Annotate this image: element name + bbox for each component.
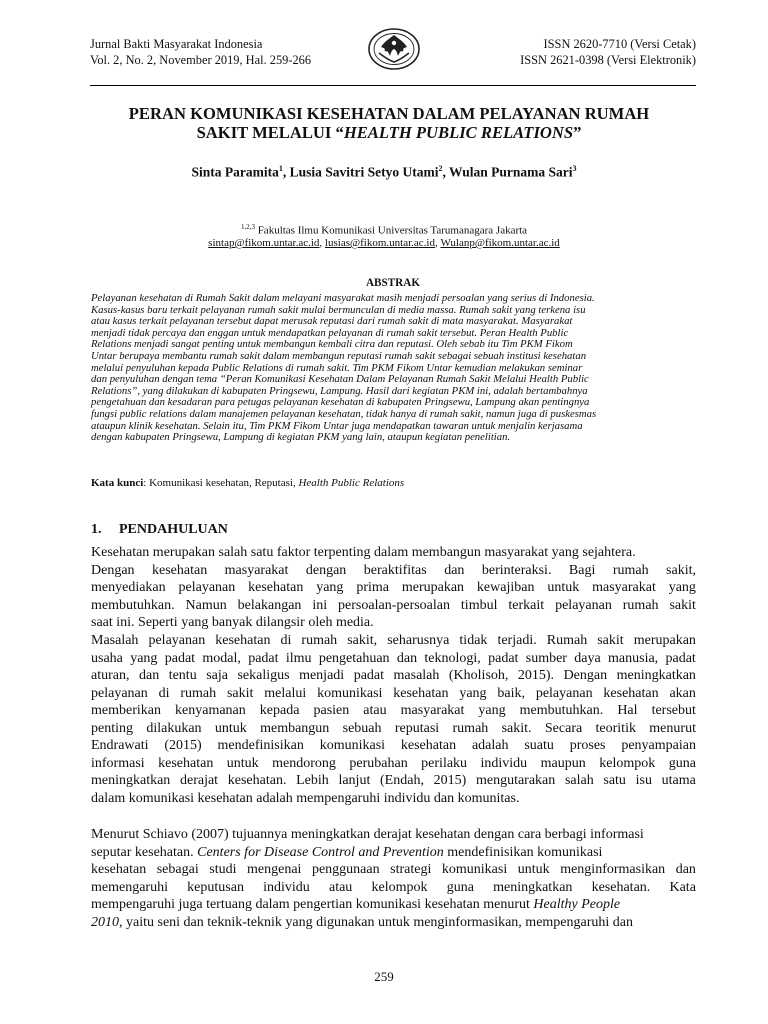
- word: sebuah: [342, 720, 382, 736]
- word: pelayanan: [91, 685, 148, 701]
- journal-name: Jurnal Bakti Masyarakat Indonesia: [90, 37, 263, 51]
- word: Hal: [617, 703, 638, 718]
- word: yang: [668, 580, 696, 595]
- word: mendorong: [272, 755, 336, 771]
- word: untuk: [226, 755, 259, 771]
- word: keputusan: [187, 879, 244, 895]
- word: maupun: [540, 755, 586, 771]
- word: yang: [130, 650, 158, 666]
- word: padat: [488, 650, 519, 666]
- word: membutuhkan.: [91, 597, 175, 613]
- word: Bagi: [568, 562, 596, 578]
- abstract-line: melalui penyuluhan kepada Public Relations di rumah sakit. Tim PKM Fikom Untar kemudian melakukan seminar: [91, 361, 583, 374]
- word: (Kholisoh,: [448, 668, 509, 683]
- word: sumber: [525, 650, 567, 666]
- word: rumah: [180, 685, 217, 701]
- paragraph-line: [91, 914, 696, 932]
- word: kesehatan: [603, 685, 659, 701]
- word: isu: [635, 773, 652, 788]
- word: untuk: [517, 862, 550, 877]
- word: rumah: [452, 720, 489, 736]
- word: dan: [444, 562, 465, 578]
- word: merupakan: [633, 633, 696, 648]
- abstract-line: Relations menjadi sangat penting untuk membangun kembali citra dan reputasi. Oleh sebab itu Tim PKM Fikom: [91, 338, 573, 351]
- word: Dengan: [91, 562, 135, 578]
- word: padat: [665, 650, 696, 666]
- word: kesehatan: [152, 562, 208, 578]
- abstract-line: fungsi public relations dalam manajemen pelayanan kesehatan, tidak hanya di rumah sakit, namun juga di puskesmas: [91, 407, 597, 420]
- word: pelayanan: [148, 633, 206, 648]
- paragraph-line: [91, 844, 696, 862]
- word: rumah: [612, 562, 649, 578]
- word: komunikasi: [319, 738, 386, 753]
- affiliation: [60, 219, 708, 239]
- word: pelayanan: [555, 597, 612, 613]
- word: atau: [363, 703, 387, 718]
- header-divider: [90, 85, 696, 86]
- word: seharusnya: [387, 633, 450, 648]
- word: dan: [675, 862, 696, 877]
- line-segment: seputar kesehatan.: [91, 844, 198, 860]
- email-separator: ,: [319, 237, 325, 249]
- email-link[interactable]: Wulanp@fikom.untar.ac.id: [440, 237, 560, 249]
- author-affiliation-mark: 2: [438, 164, 443, 173]
- email-link[interactable]: lusias@fikom.untar.ac.id: [324, 237, 435, 249]
- word: Lebih: [296, 773, 329, 788]
- word: atau: [328, 879, 353, 895]
- word: kenyamanan: [175, 703, 246, 718]
- word: persoalan-persoalan: [338, 597, 450, 613]
- paragraph-line: [91, 755, 696, 773]
- word: suatu: [524, 738, 554, 753]
- word: aturan,: [91, 668, 130, 683]
- word: kesehatan.: [591, 879, 651, 895]
- journal-header-left: [90, 36, 311, 68]
- word: derajat: [179, 773, 219, 788]
- keywords: [91, 477, 404, 489]
- word: tidak: [459, 633, 488, 648]
- paragraph-line: [91, 685, 696, 703]
- paragraph-line: dalam komunikasi kesehatan adalah mempengaruhi individu dan komunitas.: [91, 790, 520, 806]
- word: Dengan: [563, 668, 608, 683]
- abstract-line: Untar berupaya membantu rumah sakit dalam membangun reputasi rumah sakit sebagai sebuah institusi kesehatan: [91, 349, 587, 362]
- word: perilaku: [421, 755, 468, 771]
- word: akan: [669, 685, 696, 701]
- abstract-heading: ABSTRAK: [365, 277, 421, 289]
- word: reputasi: [394, 720, 440, 736]
- word: dengan: [305, 562, 347, 578]
- keywords-text: : Komunikasi kesehatan, Reputasi,: [143, 477, 299, 489]
- author-emails: [60, 237, 708, 249]
- paragraph-1: [91, 544, 696, 632]
- line-segment: mempengaruhi juga tertuang dalam pengertian komunikasi kesehatan menurut: [91, 897, 534, 912]
- word: yang: [459, 685, 487, 701]
- word: meningkatkan: [493, 879, 573, 895]
- keywords-label: Kata kunci: [91, 477, 144, 489]
- journal-logo-icon: [366, 26, 422, 72]
- word: 2015).: [517, 668, 555, 683]
- abstract-line: ataupun klinik kesehatan. Selain itu, Tim PKM Fikom Untar juga mendapatkan tawaran untuk menjalin kerjasama: [91, 419, 583, 432]
- author-name: Sinta Paramita: [191, 164, 279, 180]
- word: informasi: [91, 755, 145, 771]
- author-list: [60, 164, 708, 181]
- title-suffix: ”: [573, 123, 582, 142]
- paragraph-line: [91, 667, 696, 685]
- paragraph-line: [91, 720, 696, 738]
- word: sakit: [597, 633, 624, 648]
- journal-volume: Vol. 2, No. 2, November 2019, Hal. 259-266: [90, 53, 312, 67]
- word: Rumah: [546, 633, 588, 648]
- word: membutuhkan.: [519, 703, 604, 718]
- word: kesehatan: [215, 633, 271, 648]
- word: kelompok: [599, 755, 656, 771]
- title-line-1: PERAN KOMUNIKASI KESEHATAN DALAM PELAYANAN RUMAH: [128, 104, 650, 123]
- title-italic: HEALTH PUBLIC RELATIONS: [343, 123, 574, 142]
- section-number: 1.: [91, 522, 102, 537]
- word: pelayanan: [535, 685, 593, 701]
- word: menginformasikan: [560, 862, 666, 877]
- word: ilmu: [285, 650, 312, 666]
- abstract-body: [91, 293, 596, 444]
- word: (2015): [164, 738, 202, 753]
- word: meningkatkan: [616, 668, 696, 683]
- word: Endrawati: [91, 738, 149, 753]
- word: membangun: [260, 720, 330, 736]
- abstract-line: dan penyuluhan dengan tema “Peran Komunikasi Kesehatan Dalam Pelayanan Rumah Sakit Melalui Health Public: [91, 373, 589, 386]
- word: untuk: [547, 580, 580, 595]
- issn-online: ISSN 2621-0398 (Versi Elektronik): [520, 53, 696, 67]
- title-line-2: [70, 123, 708, 142]
- word: Namun: [185, 597, 227, 613]
- paragraph-line: [91, 702, 696, 720]
- word: sekaligus: [237, 668, 290, 683]
- issn-print: ISSN 2620-7710 (Versi Cetak): [543, 37, 696, 51]
- word: mendefinisikan: [217, 738, 304, 753]
- paragraph-2: [91, 632, 696, 807]
- word: di: [158, 685, 170, 701]
- word: proses: [569, 738, 606, 753]
- word: perubahan: [349, 755, 408, 771]
- word: sakit: [669, 597, 696, 613]
- word: terkait: [508, 597, 545, 613]
- abstract-line: pengetahuan dan kesadaran para petugas pelayanan kesehatan di kabupaten Pringsewu, Lampung akan pentingnya: [91, 396, 590, 409]
- abstract-line: atau kasus terkait pelayanan tersebut dapat merusak reputasi dari rumah sakit di mata masyarakat. Masyarakat: [91, 315, 573, 328]
- word: tentu: [168, 668, 197, 683]
- email-separator: ,: [434, 237, 441, 249]
- word: melalui: [264, 685, 307, 701]
- word: menjadi: [299, 668, 345, 683]
- word: dan: [396, 650, 418, 666]
- word: usaha: [91, 650, 123, 666]
- line-segment-italic: Centers for Disease Control and Prevention: [197, 844, 444, 860]
- word: padat: [248, 650, 279, 666]
- paragraph-line: Menurut Schiavo (2007) tujuannya meningkatkan derajat kesehatan dengan cara berbagi informasi: [91, 827, 644, 842]
- word: penggunaan: [311, 862, 380, 877]
- paragraph-line: [91, 597, 696, 615]
- word: tersebut: [651, 703, 696, 718]
- paragraph-line: [91, 579, 696, 597]
- word: baik,: [497, 685, 525, 701]
- word: yang: [316, 580, 344, 595]
- word: sakit.: [501, 720, 532, 736]
- word: dilakukan: [146, 720, 202, 736]
- keywords-italic: Health Public Relations: [298, 477, 405, 489]
- paragraph-line: saat ini. Seperti yang banyak dilangsir oleh media.: [91, 615, 374, 630]
- word: padat: [164, 650, 196, 666]
- line-segment: mendefinisikan komunikasi: [443, 844, 603, 860]
- word: studi: [209, 862, 237, 877]
- line-segment-italic: Healthy People: [533, 897, 621, 912]
- author-name: , Lusia Savitri Setyo Utami: [282, 164, 439, 180]
- word: komunikasi: [441, 862, 508, 877]
- abstract-line: Pelayanan kesehatan di Rumah Sakit dalam melayani masyarakat masih menjadi persoalan yang serius di Indonesia.: [91, 292, 595, 304]
- title-prefix: SAKIT MELALUI “: [196, 123, 344, 142]
- word: ini: [312, 597, 328, 613]
- paragraph-line: [91, 896, 696, 914]
- word: sebagai: [156, 862, 199, 877]
- paragraph-line: [91, 632, 696, 650]
- word: pelayanan: [178, 580, 236, 595]
- word: penting: [91, 720, 133, 736]
- word: masyarakat: [224, 562, 289, 578]
- word: satu: [603, 773, 626, 788]
- word: individu: [480, 755, 528, 771]
- word: adalah: [471, 738, 509, 753]
- word: teknologi,: [424, 650, 481, 666]
- word: kesehatan.: [227, 773, 287, 788]
- article-title: [70, 104, 708, 142]
- word: mengutarakan: [475, 773, 556, 788]
- page-number: 259: [374, 969, 394, 984]
- word: belakangan: [237, 597, 302, 613]
- abstract-line: menjadi tidak percaya dan enggan untuk mendapatkan pelayanan di rumah sakit tersebut. Peran Health Public: [91, 326, 569, 339]
- line-segment-italic: 2010: [91, 914, 119, 930]
- word: kesehatan: [393, 685, 449, 701]
- word: Kata: [669, 879, 696, 895]
- word: memberikan: [91, 703, 161, 718]
- word: sakit,: [666, 562, 696, 578]
- word: untuk: [214, 720, 247, 736]
- word: kewajiban: [476, 580, 535, 595]
- word: masyarakat: [592, 580, 656, 595]
- word: prima: [356, 580, 389, 595]
- paragraph-line: [91, 879, 696, 897]
- author-name: , Wulan Purnama Sari: [442, 164, 573, 180]
- word: meningkatkan: [91, 773, 171, 788]
- affiliation-text: Fakultas Ilmu Komunikasi Universitas Tarumanagara Jakarta: [257, 224, 528, 237]
- paragraph-line: Kesehatan merupakan salah satu faktor terpenting dalam membangun masyarakat yang sejahtera.: [91, 545, 636, 560]
- word: pasien: [313, 703, 350, 718]
- email-link[interactable]: sintap@fikom.untar.ac.id: [208, 237, 320, 249]
- word: merupakan: [401, 580, 465, 595]
- word: kesehatan: [158, 755, 214, 771]
- word: manusia,: [608, 650, 659, 666]
- word: lanjut: [338, 773, 371, 788]
- word: kesehatan: [400, 738, 457, 753]
- word: sakit,: [347, 633, 378, 648]
- word: menurut: [649, 720, 696, 736]
- word: berinteraksi.: [481, 562, 552, 578]
- word: yang: [478, 703, 506, 718]
- word: di: [280, 633, 292, 648]
- paragraph-line: [91, 737, 696, 755]
- word: individu: [263, 879, 310, 895]
- paragraph-line: [91, 861, 696, 879]
- author-affiliation-mark: 1: [278, 164, 283, 173]
- word: beraktifitas: [363, 562, 427, 578]
- line-segment: , yaitu seni dan teknik-teknik yang digunakan untuk menginformasikan, mempengaruhi dan: [119, 914, 633, 930]
- word: dan: [138, 668, 160, 683]
- word: masyarakat: [400, 703, 465, 718]
- affiliation-mark: 1,2,3: [240, 223, 255, 231]
- word: guna: [668, 755, 696, 771]
- word: sakit: [226, 685, 254, 701]
- word: menyediakan: [91, 580, 166, 595]
- word: terjadi.: [497, 633, 537, 648]
- paragraph-3: [91, 826, 696, 931]
- word: strategi: [390, 862, 432, 877]
- abstract-line: Relations”, yang dilakukan di kabupaten Pringsewu, Lampung. Hasil dari kegiatan PKM ini, adalah bertambahnya: [91, 384, 588, 397]
- word: kesehatan: [248, 580, 304, 595]
- word: kelompok: [371, 879, 428, 895]
- word: memengaruhi: [91, 879, 168, 895]
- paragraph-line: [91, 562, 696, 580]
- journal-header-right: [520, 36, 696, 68]
- word: kesehatan: [91, 862, 147, 877]
- paragraph-line: [91, 650, 696, 668]
- abstract-line: Kasus-kasus baru terkait pelayanan rumah sakit mulai bermunculan di media massa. Rumah sakit yang terkena isu: [91, 303, 586, 316]
- word: Secara: [544, 720, 583, 736]
- author-affiliation-mark: 3: [572, 164, 577, 173]
- word: utama: [661, 773, 696, 788]
- word: rumah: [622, 597, 659, 613]
- word: rumah: [301, 633, 338, 648]
- word: saja: [206, 668, 228, 683]
- word: daya: [574, 650, 601, 666]
- section-heading: [91, 522, 228, 538]
- paragraph-line: [91, 772, 696, 790]
- word: Masalah: [91, 633, 139, 648]
- word: penyampaian: [621, 738, 696, 753]
- word: masalah: [393, 668, 440, 683]
- word: 2015): [433, 773, 467, 788]
- word: guna: [446, 879, 474, 895]
- word: timbul: [460, 597, 498, 613]
- word: salah: [564, 773, 594, 788]
- word: padat: [353, 668, 385, 683]
- word: kepada: [259, 703, 300, 718]
- word: teoritik: [595, 720, 636, 736]
- abstract-line: dengan kabupaten Pringsewu, Lampung di kegiatan PKM yang lain, ataupun kegiatan penelitian.: [91, 431, 511, 444]
- section-title: PENDAHULUAN: [119, 522, 228, 537]
- word: pengetahuan: [318, 650, 390, 666]
- word: modal,: [202, 650, 241, 666]
- word: mengenai: [247, 862, 302, 877]
- word: komunikasi: [317, 685, 383, 701]
- word: (Endah,: [380, 773, 424, 788]
